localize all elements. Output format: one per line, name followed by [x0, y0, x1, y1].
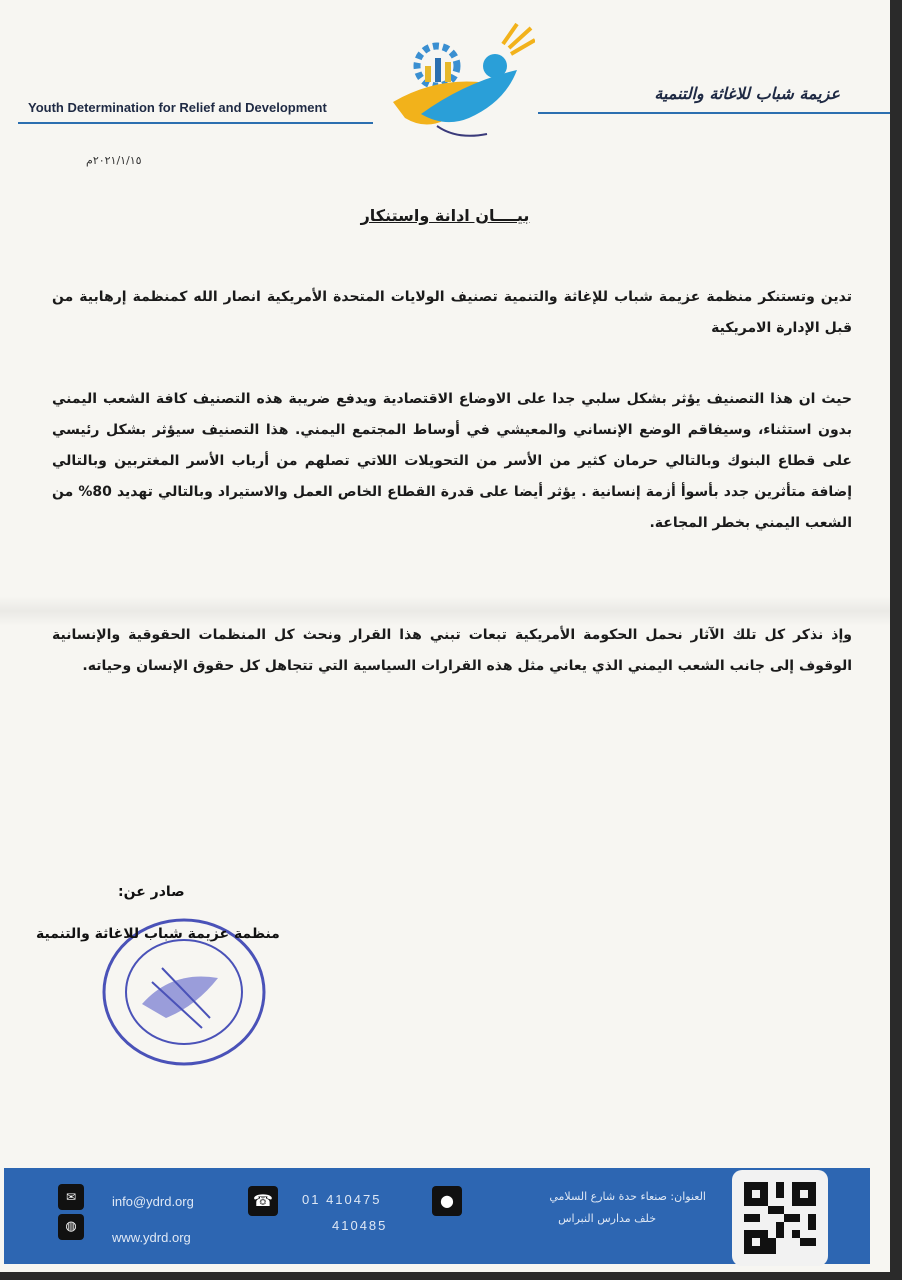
- qr-code[interactable]: [732, 1170, 828, 1266]
- issued-by-label: صادر عن:: [118, 884, 185, 900]
- statement-title: بيــــان ادانة واستنكار: [360, 206, 530, 225]
- location-icon: ●: [432, 1186, 462, 1216]
- english-org-name: Youth Determination for Relief and Development: [28, 100, 327, 115]
- paragraph-3: وإذ نذكر كل تلك الآثار نحمل الحكومة الأمريكية تبعات تبني هذا القرار ونحث كل المنظمات الحقوقية والإنسانية الوقوف إلى جانب الشعب اليمني الذي يعاني مثل هذه القرارات السياسية التي تتجاهل كل حقوق الإنسان وحياته.: [52, 627, 852, 674]
- qr-pattern: [744, 1182, 816, 1254]
- mail-icon: ✉: [58, 1184, 84, 1210]
- header-rule-left: [18, 122, 373, 124]
- globe-icon: ◍: [58, 1214, 84, 1240]
- phone-icon: ☎: [248, 1186, 278, 1216]
- footer-phone-1: 01 410475: [302, 1192, 382, 1207]
- paragraph-2: حيث ان هذا التصنيف يؤثر بشكل سلبي جدا على الاوضاع الاقتصادية ويدفع ضريبة هذه التصنيف كافة الشعب اليمني بدون استثناء، وسيفاقم الوضع الإنساني والمعيشي في أوساط المجتمع اليمني. هذا التصنيف سيؤثر بشكل رئيسي على قطاع البنوك وبالتالي حرمان كثير من الأسر من التحويلات اللاتي تصلهم من أرباب الأسر المغتربين وبالتالي إضافة متأثرين جدد بأسوأ أزمة إنسانية . يؤثر أيضا على قدرة القطاع الخاص العمل والاستيراد وبالتالي تهديد 80% من الشعب اليمني بخطر المجاعة.: [52, 391, 852, 531]
- letter-date: ٢٠٢١/١/١٥م: [86, 154, 142, 167]
- paragraph-1: تدين وتستنكر منظمة عزيمة شباب للإغاثة والتنمية تصنيف الولايات المتحدة الأمريكية انصار الله كمنظمة إرهابية من قبل الإدارة الامريكية: [52, 289, 852, 336]
- organization-logo: [385, 22, 535, 152]
- footer-address-line-1: العنوان: صنعاء حدة شارع السلامي: [549, 1190, 706, 1203]
- footer-email[interactable]: info@ydrd.org: [112, 1194, 194, 1209]
- footer-phone-2: 410485: [332, 1218, 388, 1233]
- issuer-organization: منظمة عزيمة شباب للاغاثة والتنمية: [36, 926, 280, 942]
- header-rule-right: [538, 112, 890, 114]
- footer-address-line-2: خلف مدارس النبراس: [558, 1212, 656, 1225]
- footer-website[interactable]: www.ydrd.org: [112, 1230, 191, 1245]
- arabic-org-name: عزيمة شباب للاغاثة والتنمية: [654, 84, 840, 103]
